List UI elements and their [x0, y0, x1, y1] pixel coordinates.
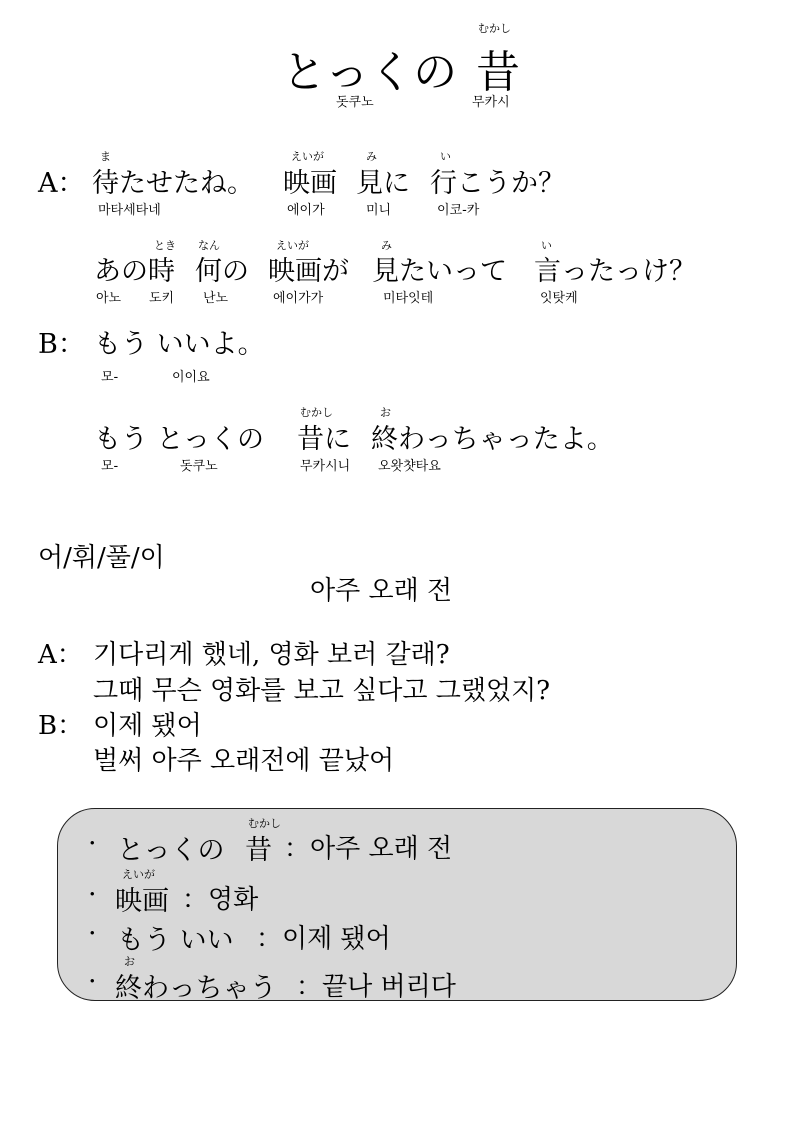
translation-b-line1: 이제 됐어: [93, 711, 202, 741]
ruby-eiga: えいが: [291, 150, 324, 163]
glossary-bullet-1: ·: [88, 828, 97, 859]
a1-text-1: 待たせたね。: [92, 168, 254, 199]
ruby-o: お: [380, 406, 391, 419]
ruby-i: い: [440, 150, 451, 163]
a2-text-2: 何の: [195, 256, 249, 287]
glossary-ruby-4: お: [124, 955, 135, 968]
a2-reading-3: 난노: [203, 291, 229, 306]
title-ruby: むかし: [478, 22, 511, 35]
glossary-meaning-4: ：끝나 버리다: [296, 972, 456, 1002]
a2-text-3: 映画が: [268, 256, 349, 287]
glossary-term-3: もう いい: [117, 925, 234, 956]
vocab-subtitle: 아주 오래 전: [310, 576, 453, 606]
ruby-toki: とき: [154, 239, 176, 252]
glossary-meaning-1: ：아주 오래 전: [284, 834, 453, 864]
a2-text-4: 見たいって: [372, 256, 507, 287]
a2-text-1: あの時: [94, 256, 175, 287]
b2-text-1: もう とっくの: [94, 424, 265, 455]
a2-reading-2: 도키: [149, 291, 175, 306]
a2-reading-5: 미타잇테: [383, 291, 434, 306]
title-reading-2: 무카시: [472, 95, 510, 110]
speaker-a-label: A：: [38, 168, 85, 199]
a1-text-2: 映画: [283, 168, 337, 199]
b2-reading-3: 무카시니: [300, 459, 351, 474]
title-reading-1: 돗쿠노: [336, 95, 374, 110]
glossary-bullet-3: ·: [88, 918, 97, 949]
ruby-mi-2: み: [381, 239, 392, 252]
a1-text-4: 行こうか？: [430, 168, 565, 199]
b2-text-2: 昔に: [297, 424, 351, 455]
a1-reading-3: 미니: [366, 203, 392, 218]
glossary-ruby-1: むかし: [248, 817, 281, 830]
vocab-heading: 어/휘/풀/이: [38, 543, 165, 573]
glossary-ruby-2: えいが: [122, 868, 155, 881]
b2-reading-4: 오왓챳타요: [378, 459, 441, 474]
glossary-bullet-2: ·: [88, 879, 97, 910]
a1-reading-2: 에이가: [287, 203, 325, 218]
glossary-bullet-4: ·: [88, 966, 97, 997]
ruby-nan: なん: [198, 239, 220, 252]
title-kanji: 昔: [476, 47, 520, 98]
ruby-i-2: い: [541, 239, 552, 252]
translation-b-line2: 벌써 아주 오래전에 끝났어: [93, 746, 395, 776]
a1-reading-1: 마타세타네: [98, 203, 161, 218]
b1-reading-1: 모-: [101, 370, 119, 385]
ruby-mukashi: むかし: [300, 406, 333, 419]
a2-reading-4: 에이가가: [273, 291, 324, 306]
glossary-meaning-2: ：영화: [182, 885, 259, 915]
ruby-eiga-2: えいが: [276, 239, 309, 252]
b1-text: もう いいよ。: [94, 329, 265, 360]
b1-reading-2: 이이요: [172, 370, 210, 385]
speaker-b-label: B：: [38, 329, 85, 360]
ruby-ma: ま: [100, 150, 111, 163]
b2-text-3: 終わっちゃったよ。: [371, 424, 614, 455]
a2-text-5: 言ったっけ？: [534, 256, 696, 287]
a1-text-3: 見に: [356, 168, 410, 199]
translation-b-label: B：: [38, 711, 84, 741]
glossary-meaning-3: ：이제 됐어: [256, 924, 391, 954]
glossary-term-1-kana: とっくの: [117, 835, 225, 866]
b2-reading-1: 모-: [101, 459, 119, 474]
a1-reading-4: 이코-카: [437, 203, 480, 218]
ruby-mi: み: [366, 150, 377, 163]
glossary-term-4-rest: わっちゃう: [142, 973, 277, 1004]
glossary-term-1-kanji: 昔: [245, 835, 272, 866]
translation-a-line2: 그때 무슨 영화를 보고 싶다고 그랬었지?: [93, 676, 551, 706]
translation-a-label: A：: [38, 640, 83, 670]
b2-reading-2: 돗쿠노: [180, 459, 218, 474]
glossary-term-4-kanji: 終: [115, 973, 142, 1004]
glossary-term-2: 映画: [115, 886, 169, 917]
title-kana: とっくの: [282, 47, 458, 98]
a2-reading-1: 아노: [96, 291, 122, 306]
a2-reading-6: 잇탓케: [540, 291, 578, 306]
translation-a-line1: 기다리게 했네, 영화 보러 갈래?: [93, 640, 450, 670]
